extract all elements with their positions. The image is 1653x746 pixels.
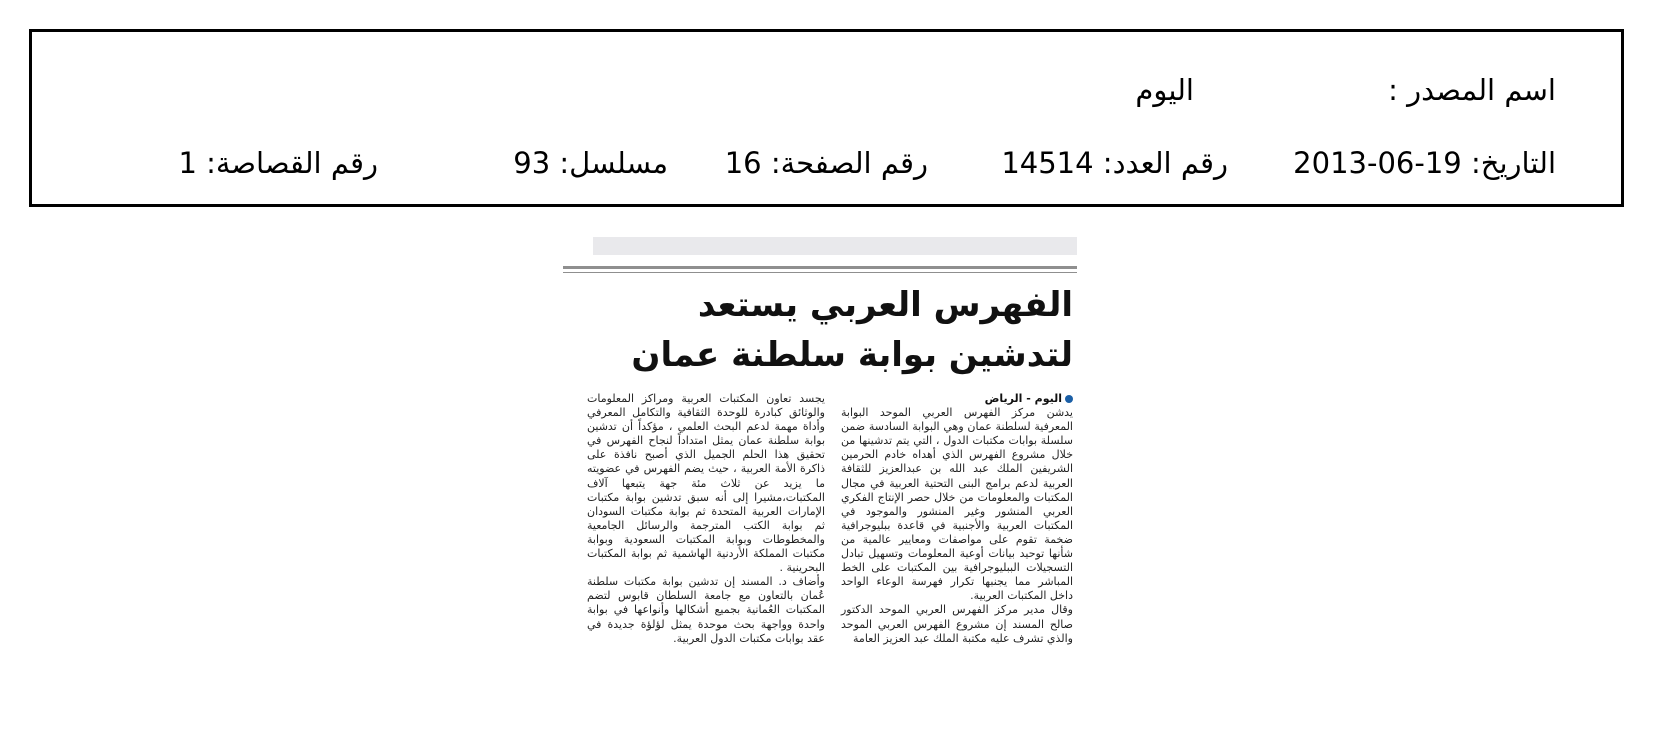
source-value: اليوم [1135, 73, 1194, 107]
issue-number-field: رقم العدد: 14514 [1001, 146, 1228, 180]
article-paragraph: وأضاف د. المسند إن تدشين بوابة مكتبات سلطنة عُمان بالتعاون مع جامعة السلطان قابوس لتضم المكتبات العُمانية بجميع أشكالها وأنواعها في بوابة واحدة وواجهة بحث موحدة يمثل لؤلؤة جديدة في عقد بوابات مكتبات الدول العربية. [587, 575, 825, 645]
article-byline [841, 392, 1073, 406]
divider-rule [563, 272, 1077, 273]
newspaper-clipping [563, 232, 1077, 702]
serial-field: مسلسل: 93 [513, 146, 668, 180]
article-paragraph: يدشن مركز الفهرس العربي الموحد البوابة المعرفية لسلطنة عمان وهي البوابة السادسة ضمن سلسلة بوابات مكتبات الدول ، التي يتم تدشينها من خلال مشروع الفهرس الذي أهداه خادم الحرمين الشريفين الملك عبد الله بن عبدالعزيز للثقافة العربية لدعم برامج البنى التحتية العربية في مجال المكتبات والمعلومات من خلال حصر الإنتاج الفكري العربي المنشور وغير المنشور والموجود في المكتبات العربية والأجنبية في قاعدة ببليوجرافية ضخمة تقوم على مواصفات ومعايير عالمية من شأنها توحيد بيانات أوعية المعلومات وتسهيل تبادل التسجيلات الببليوجرافية بين المكتبات على الخط المباشر مما يجنبها تكرار فهرسة الوعاء الواحد داخل المكتبات العربية. [841, 406, 1073, 603]
source-label: اسم المصدر : [1388, 73, 1556, 107]
article-column-left [587, 392, 825, 646]
date-field: التاريخ: 19-06-2013 [1293, 146, 1556, 180]
page-number-field: رقم الصفحة: 16 [724, 146, 928, 180]
article-paragraph: يجسد تعاون المكتبات العربية ومراكز المعلومات والوثائق كبادرة للوحدة الثقافية والتكامل المعرفي وأداة مهمة لدعم البحث العلمي ، مؤكداً أن تدشين بوابة سلطنة عمان يمثل امتداداً لنجاح الفهرس في تحقيق هذا الحلم الجميل الذي أصبح نافذة على ذاكرة الأمة العربية ، حيث يضم الفهرس في عضويته ما يزيد عن ثلاث مئة جهة يتبعها آلاف المكتبات،مشيرا إلى أنه سبق تدشين بوابة مكتبات الإمارات العربية المتحدة ثم بوابة مكتبات السودان ثم بوابة الكتب المترجمة والرسائل الجامعية والمخطوطات وبوابة المكتبات السعودية وبوابة مكتبات المملكة الأردنية الهاشمية ثم بوابة المكتبات البحرينية . [587, 392, 825, 575]
clipping-top-strip [593, 237, 1077, 255]
bullet-dot-icon [1065, 395, 1073, 403]
clipping-info-box [29, 29, 1624, 207]
article-headline: الفهرس العربي يستعد لتدشين بوابة سلطنة عمان [631, 285, 1073, 375]
article-column-right [841, 392, 1073, 646]
clip-number-field: رقم القصاصة: 1 [178, 146, 378, 180]
byline-text: اليوم - الرياض [984, 392, 1062, 405]
article-paragraph: وقال مدير مركز الفهرس العربي الموحد الدكتور صالح المسند إن مشروع الفهرس العربي الموحد والذي تشرف عليه مكتبة الملك عبد العزيز العامة [841, 603, 1073, 645]
divider-rule [563, 266, 1077, 269]
